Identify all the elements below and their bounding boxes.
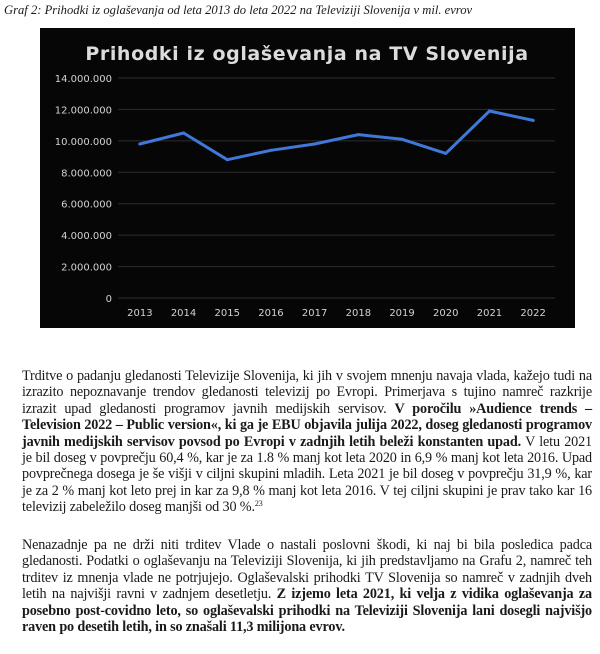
data-point: [532, 119, 535, 122]
data-point: [313, 143, 316, 146]
paragraph2-bold-revenue-peak: Z izjemo leta 2021, ki velja z vidika oglaševanja za posebno post-covidno leto, so oglaševalski prihodki na Televiziji Slovenija lani dosegli najvišjo raven po desetih letih, in so znašali 11,3 milijona evrov.: [22, 586, 592, 636]
advertising-revenue-chart: [40, 28, 575, 328]
y-tick-label: 8.000.000: [61, 168, 112, 180]
x-tick-label: 2021: [476, 308, 503, 319]
series-line: [140, 111, 533, 160]
revenue-line-series: [138, 110, 534, 162]
x-tick-label: 2018: [345, 308, 372, 319]
x-tick-label: 2013: [127, 308, 153, 319]
y-axis-ticks: [55, 74, 112, 305]
y-tick-label: 14.000.000: [54, 74, 112, 85]
y-tick-label: 6.000.000: [61, 199, 112, 211]
x-tick-label: 2015: [214, 308, 240, 319]
paragraph1-text-2: V letu 2021 je bil doseg v povprečju 60,4 %, kar je za 1.8 % manj kot leta 2020 in 6,9 % manj kot leta 2016. Upad povprečnega dosega je še višji v ciljni skupini mladih. Leta 2021 je bil doseg v povprečju 31,9 %, kar je za 2 % manj kot leto prej in kar za 9,8 % manj kot leta 2016. V tej ciljni skupini je prav tako kar 16 televizij zabeležilo doseg manjši od 30 %.: [22, 433, 592, 516]
paragraph2-text-1: Nenazadnje pa ne drži niti trditev Vlade o nastali poslovni škodi, ki naj bi bila posledica padca gledanosti. Podatki o oglaševanju na Televiziji Slovenija, ki jih predstavljamo na Grafu 2, namreč teh trditev iz mnenja vlade ne potrjujejo. Oglaševalski prihodki TV Slovenija so namreč v zadnjih dveh letih na najvišji ravni v zadnjem desetletju.: [22, 537, 592, 603]
x-tick-label: 2017: [301, 308, 328, 319]
footnote-marker[interactable]: 23: [254, 499, 263, 509]
data-point: [488, 110, 491, 113]
figure-caption: Graf 2: Prihodki iz oglaševanja od leta 2013 do leta 2022 na Televiziji Slovenija v mil. evrov: [4, 3, 473, 17]
y-tick-label: 0: [105, 294, 112, 305]
x-tick-label: 2016: [258, 308, 284, 319]
chart-title: Prihodki iz oglaševanja na TV Slovenija: [85, 43, 529, 65]
data-point: [138, 143, 141, 146]
y-tick-label: 4.000.000: [61, 231, 112, 243]
paragraph-advertising-revenue: [22, 537, 592, 635]
y-tick-label: 2.000.000: [61, 262, 112, 274]
paragraph1-bold-ebu-report: V poročilu »Audience trends – Television 2022 – Public version«, ki ga je EBU objavila julija 2022, doseg gledanosti programov javnih medijskih servisov povsod po Evropi v zadnjih letih beleži konstanten upad.: [22, 400, 592, 450]
y-tick-label: 10.000.000: [54, 136, 112, 148]
x-tick-label: 2020: [433, 308, 459, 319]
data-point: [444, 152, 447, 155]
paragraph-audience-trends: [22, 368, 592, 516]
data-point: [401, 138, 404, 141]
x-tick-label: 2014: [170, 308, 197, 319]
paragraph1-text-1: Trditve o padanju gledanosti Televizije Slovenija, ki jih v svojem mnenju navaja vlada, kažejo tudi na izrazito nepoznavanje trendov gledanosti televizij po Evropi. Primerjava s tujino namreč razkrije izrazit upad gledanosti programov javnih medijskih servisov.: [22, 368, 592, 417]
data-point: [226, 158, 229, 161]
x-tick-label: 2022: [520, 308, 546, 319]
y-tick-label: 12.000.000: [54, 105, 112, 117]
data-point: [269, 149, 272, 152]
chart-svg: [40, 28, 575, 328]
x-axis-ticks: [127, 308, 546, 319]
x-tick-label: 2019: [389, 308, 415, 319]
data-point: [357, 133, 360, 136]
data-point: [182, 132, 185, 135]
